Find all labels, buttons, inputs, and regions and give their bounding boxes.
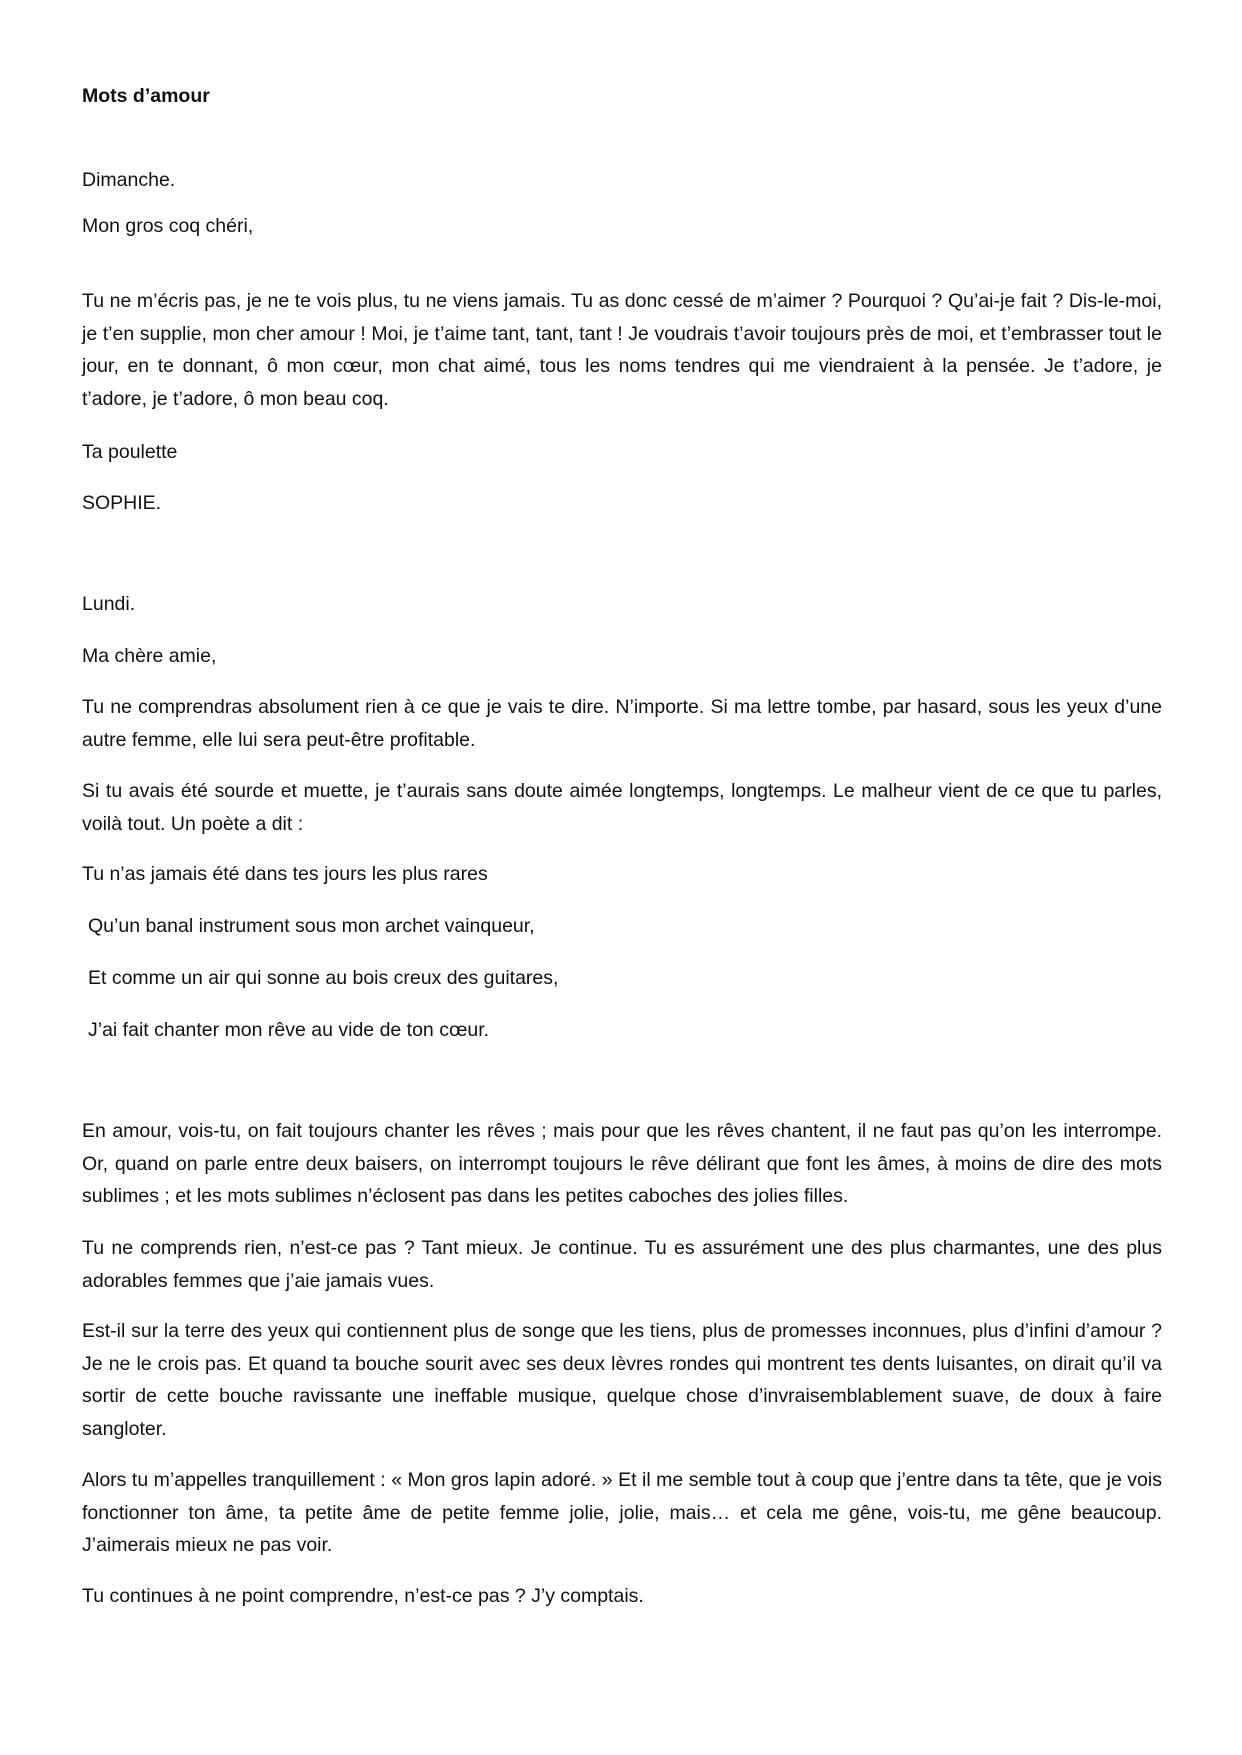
letter1-body: Tu ne m’écris pas, je ne te vois plus, tu ne viens jamais. Tu as donc cessé de m’aimer ? Pourquoi ? Qu’ai-je fait ? Dis-le-moi, je t’en supplie, mon cher amour ! Moi, je t’aime tant, tant, tant ! Je voudrais t’avoir toujours près de moi, et t’embrasser tout le jour, en te donnant, ô mon cœur, mon chat aimé, tous les noms tendres qui me viendraient à la pensée. Je t’adore, je t’adore, je t’adore, ô mon beau coq.: [82, 290, 1162, 410]
letter2-paragraph: Si tu avais été sourde et muette, je t’aurais sans doute aimée longtemps, longtemps. Le malheur vient de ce que tu parles, voilà tout. Un poète a dit :: [82, 780, 1162, 835]
document-page: [82, 0, 1162, 1755]
poem-line: Tu n’as jamais été dans tes jours les plus rares: [82, 863, 488, 885]
poem-line: J’ai fait chanter mon rêve au vide de ton cœur.: [88, 1019, 490, 1041]
letter2-paragraph: Alors tu m’appelles tranquillement : « Mon gros lapin adoré. » Et il me semble tout à coup que j’entre dans ta tête, que je vois fonctionner ton âme, ta petite âme de petite femme jolie, jolie, mais… et cela me gêne, vois-tu, me gêne beaucoup. J’aimerais mieux ne pas voir.: [82, 1469, 1162, 1556]
letter1-day: Dimanche.: [82, 169, 176, 191]
letter2-paragraph: Tu continues à ne point comprendre, n’est-ce pas ? J’y comptais.: [82, 1585, 644, 1607]
letter1-closing: Ta poulette: [82, 441, 178, 463]
letter2-paragraph: En amour, vois-tu, on fait toujours chanter les rêves ; mais pour que les rêves chantent, il ne faut pas qu’on les interrompe. Or, quand on parle entre deux baisers, on interrompt toujours le rêve délirant que font les âmes, à moins de dire des mots sublimes ; et les mots sublimes n’éclosent pas dans les petites caboches des jolies filles.: [82, 1120, 1162, 1207]
poem-line: Et comme un air qui sonne au bois creux des guitares,: [88, 967, 559, 989]
letter1-salutation: Mon gros coq chéri,: [82, 215, 254, 237]
letter1-signature: SOPHIE.: [82, 492, 162, 514]
document-title: Mots d’amour: [82, 85, 210, 107]
poem-line: Qu’un banal instrument sous mon archet vainqueur,: [88, 915, 535, 937]
letter2-paragraph: Tu ne comprendras absolument rien à ce que je vais te dire. N’importe. Si ma lettre tombe, par hasard, sous les yeux d’une autre femme, elle lui sera peut-être profitable.: [82, 696, 1162, 751]
letter2-salutation: Ma chère amie,: [82, 645, 217, 667]
letter2-paragraph: Tu ne comprends rien, n’est-ce pas ? Tant mieux. Je continue. Tu es assurément une des plus charmantes, une des plus adorables femmes que j’aie jamais vues.: [82, 1237, 1162, 1292]
letter2-paragraph: Est-il sur la terre des yeux qui contiennent plus de songe que les tiens, plus de promesses inconnues, plus d’infini d’amour ? Je ne le crois pas. Et quand ta bouche sourit avec ses deux lèvres rondes qui montrent tes dents luisantes, on dirait qu’il va sortir de cette bouche ravissante une ineffable musique, quelque chose d’invraisemblablement suave, de doux à faire sangloter.: [82, 1320, 1162, 1440]
letter2-day: Lundi.: [82, 593, 136, 615]
